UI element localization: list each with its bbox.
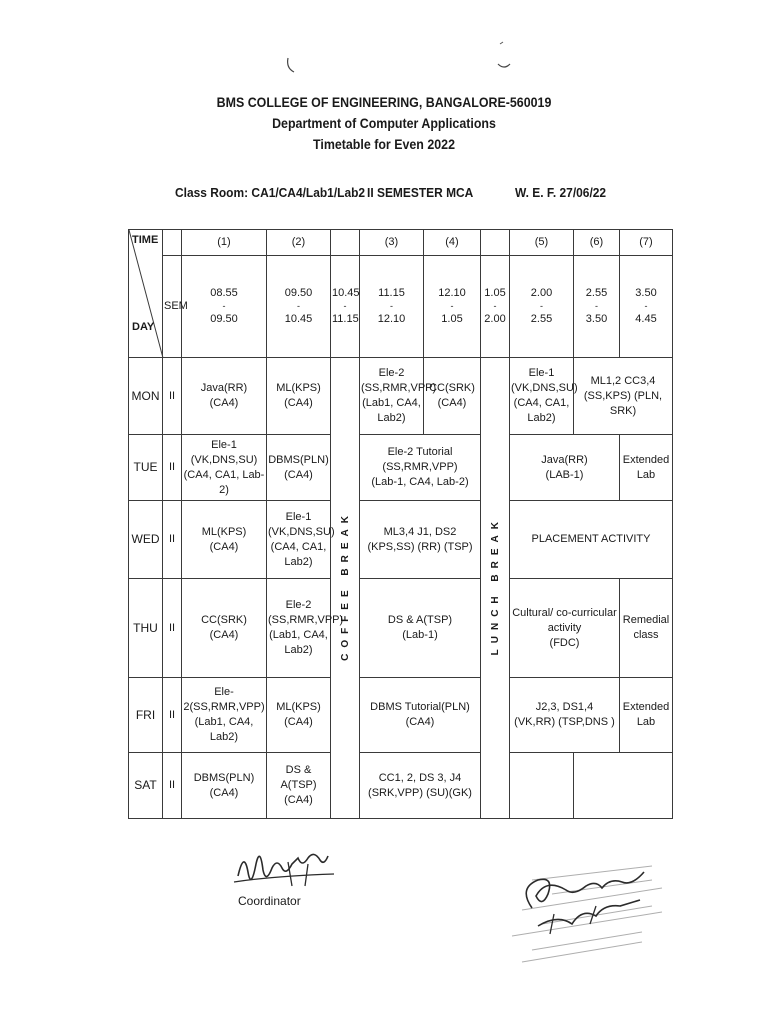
sem-value: II bbox=[163, 678, 182, 753]
class-cell: CC(SRK) (CA4) bbox=[182, 579, 267, 678]
day-label: SAT bbox=[129, 753, 163, 819]
class-cell: ML1,2 CC3,4 (SS,KPS) (PLN, SRK) bbox=[574, 358, 673, 435]
period-label: (4) bbox=[424, 230, 481, 256]
period-label: (2) bbox=[267, 230, 331, 256]
document-title: Timetable for Even 2022 bbox=[313, 137, 455, 152]
class-cell: Ele-1 (VK,DNS,SU) (CA4, CA1, Lab2) bbox=[510, 358, 574, 435]
semester-info: II SEMESTER MCA bbox=[367, 185, 474, 200]
time-slot: 11.15 - 12.10 bbox=[360, 256, 424, 358]
class-cell: Extended Lab bbox=[620, 678, 673, 753]
time-day-corner: TIME DAY bbox=[129, 230, 163, 358]
class-cell: Java(RR) (LAB-1) bbox=[510, 435, 620, 501]
day-label: MON bbox=[129, 358, 163, 435]
period-label: (3) bbox=[360, 230, 424, 256]
class-cell: Ele-1 (VK,DNS,SU) (CA4, CA1, Lab2) bbox=[267, 501, 331, 579]
class-cell: DBMS Tutorial(PLN) (CA4) bbox=[360, 678, 481, 753]
hod-signature-stamp bbox=[492, 850, 682, 980]
class-cell: Extended Lab bbox=[620, 435, 673, 501]
time-slot: 09.50 - 10.45 bbox=[267, 256, 331, 358]
class-cell: Ele-2 (SS,RMR,VPP) (Lab1, CA4, Lab2) bbox=[267, 579, 331, 678]
coordinator-label: Coordinator bbox=[238, 894, 301, 908]
sem-value: II bbox=[163, 579, 182, 678]
time-slot: 1.05 - 2.00 bbox=[481, 256, 510, 358]
class-cell: Ele-2 (SS,RMR,VPP) (Lab1, CA4, Lab2) bbox=[360, 358, 424, 435]
time-slot: 08.55 - 09.50 bbox=[182, 256, 267, 358]
class-cell: DS & A(TSP) (CA4) bbox=[267, 753, 331, 819]
effective-date: W. E. F. 27/06/22 bbox=[515, 185, 607, 200]
blank-header bbox=[163, 230, 182, 256]
coordinator-signature bbox=[228, 842, 348, 898]
class-cell: Remedial class bbox=[620, 579, 673, 678]
day-label: WED bbox=[129, 501, 163, 579]
day-label: FRI bbox=[129, 678, 163, 753]
lunch-break-column: LUNCH BREAK bbox=[481, 358, 510, 819]
period-label: (5) bbox=[510, 230, 574, 256]
time-slot: 12.10 - 1.05 bbox=[424, 256, 481, 358]
period-label: (6) bbox=[574, 230, 620, 256]
sem-value: II bbox=[163, 501, 182, 579]
period-label: (1) bbox=[182, 230, 267, 256]
class-cell: Cultural/ co-curricular activity (FDC) bbox=[510, 579, 620, 678]
class-cell: CC1, 2, DS 3, J4 (SRK,VPP) (SU)(GK) bbox=[360, 753, 481, 819]
coffee-break-column: COFFEE BREAK bbox=[331, 358, 360, 819]
time-slot: 3.50 - 4.45 bbox=[620, 256, 673, 358]
class-cell: Java(RR) (CA4) bbox=[182, 358, 267, 435]
class-cell: DBMS(PLN) (CA4) bbox=[182, 753, 267, 819]
class-cell: CC(SRK) (CA4) bbox=[424, 358, 481, 435]
timetable-grid bbox=[128, 229, 673, 819]
blank-header bbox=[331, 230, 360, 256]
class-cell: Ele-2 Tutorial (SS,RMR,VPP) (Lab-1, CA4, Lab-2) bbox=[360, 435, 481, 501]
class-cell: ML(KPS) (CA4) bbox=[267, 678, 331, 753]
class-cell: Ele-1 (VK,DNS,SU) (CA4, CA1, Lab-2) bbox=[182, 435, 267, 501]
class-cell: ML(KPS) (CA4) bbox=[182, 501, 267, 579]
class-cell: DS & A(TSP) (Lab-1) bbox=[360, 579, 481, 678]
class-cell: ML(KPS) (CA4) bbox=[267, 358, 331, 435]
sem-value: II bbox=[163, 358, 182, 435]
empty-cell bbox=[574, 753, 673, 819]
sem-header: SEM bbox=[163, 256, 182, 358]
day-label: THU bbox=[129, 579, 163, 678]
class-cell: Ele-2(SS,RMR,VPP) (Lab1, CA4, Lab2) bbox=[182, 678, 267, 753]
class-cell: ML3,4 J1, DS2 (KPS,SS) (RR) (TSP) bbox=[360, 501, 481, 579]
document-header bbox=[31, 92, 738, 155]
day-label: TUE bbox=[129, 435, 163, 501]
class-cell: DBMS(PLN) (CA4) bbox=[267, 435, 331, 501]
period-label: (7) bbox=[620, 230, 673, 256]
time-slot: 2.00 - 2.55 bbox=[510, 256, 574, 358]
empty-cell bbox=[510, 753, 574, 819]
time-slot: 10.45 - 11.15 bbox=[331, 256, 360, 358]
placement-activity-cell: PLACEMENT ACTIVITY bbox=[510, 501, 673, 579]
time-slot: 2.55 - 3.50 bbox=[574, 256, 620, 358]
sem-value: II bbox=[163, 435, 182, 501]
institution-name: BMS COLLEGE OF ENGINEERING, BANGALORE-560019 bbox=[216, 95, 552, 110]
department-name: Department of Computer Applications bbox=[272, 116, 496, 131]
blank-header bbox=[481, 230, 510, 256]
class-cell: J2,3, DS1,4 (VK,RR) (TSP,DNS ) bbox=[510, 678, 620, 753]
classroom-info: Class Room: CA1/CA4/Lab1/Lab2 bbox=[175, 185, 366, 200]
sem-value: II bbox=[163, 753, 182, 819]
